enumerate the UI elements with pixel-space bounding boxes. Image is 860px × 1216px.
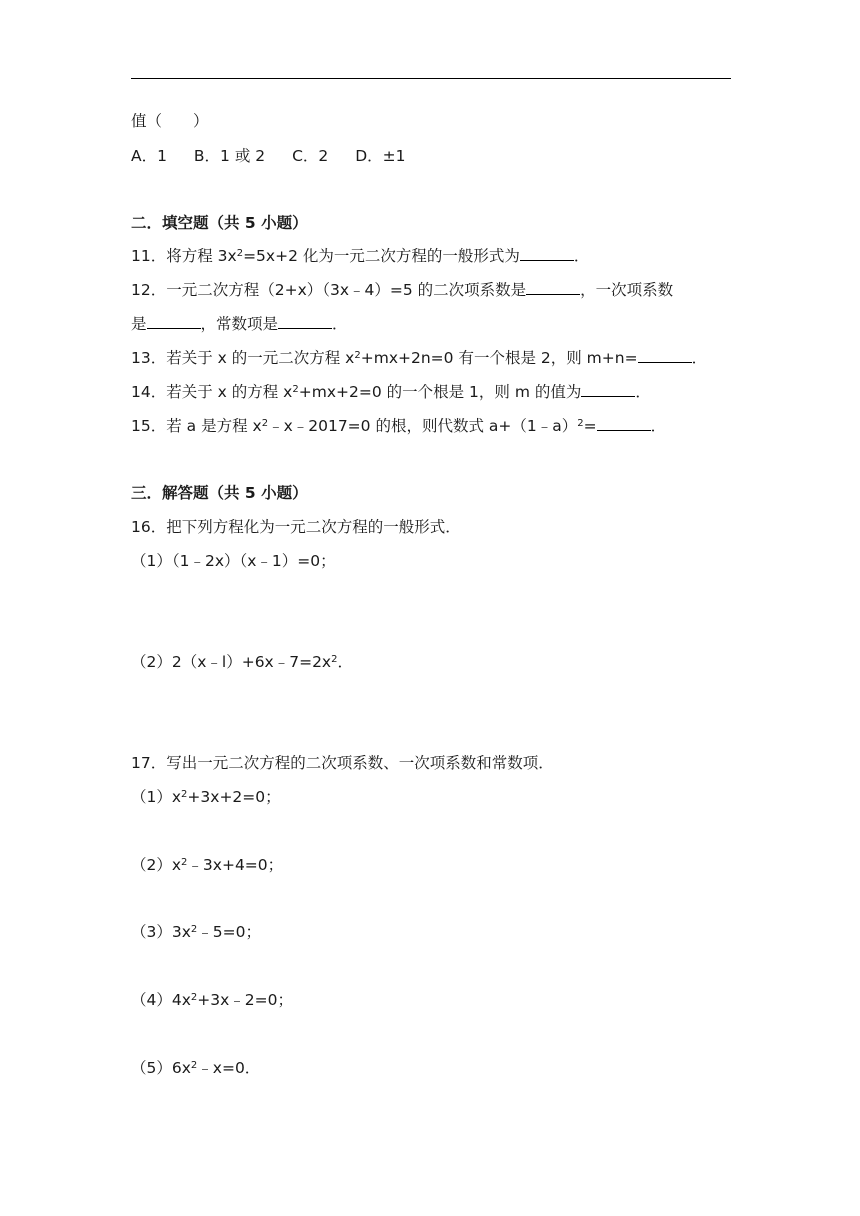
option-d: D．±1 [355, 147, 406, 165]
answer-blank[interactable] [597, 416, 651, 431]
question-12: 12．一元二次方程（2+x）（3x﹣4）=5 的二次项系数是 ，一次项系数 [131, 281, 674, 299]
question-15: 15．若 a 是方程 $x^2﹣x﹣2017=0$ 的根，则代数式 a+（1﹣a）$^2$= ． [131, 417, 667, 435]
answer-blank[interactable] [520, 246, 574, 261]
question-17-part-2: $(2)x^2﹣3x+4=0$； [131, 856, 284, 874]
option-c: C．2 [292, 147, 329, 165]
question-13: 13．若关于 x 的一元二次方程 $x^2+mx+2n=0$ 有一个根是 2，则 m+n= ． [131, 349, 708, 367]
question-16-stem: 16．把下列方程化为一元二次方程的一般形式． [131, 518, 461, 536]
option-b: B．1 或 2 [193, 147, 266, 165]
answer-blank[interactable] [278, 314, 332, 329]
question-17-part-5: $(5)6x^2﹣x=0$． [131, 1059, 261, 1077]
answer-blank[interactable] [526, 280, 580, 295]
q10-tail: 值（ ） [131, 112, 209, 130]
question-14: 14．若关于 x 的方程 $x^2+mx+2=0$ 的一个根是 1，则 m 的值为 ． [131, 383, 651, 401]
answer-blank[interactable] [638, 348, 692, 363]
answer-blank[interactable] [147, 314, 201, 329]
question-17-part-4: $(4)4x^2+3x﹣2=0$； [131, 991, 294, 1009]
section-title-solve: 三．解答题（共 5 小题） [131, 484, 308, 502]
header-rule [131, 78, 731, 79]
question-17-part-1: $(1)x^2+3x+2=0$； [131, 788, 281, 806]
question-12-line2: 是 ，常数项是 ． [131, 315, 348, 333]
question-17-stem: 17．写出一元二次方程的二次项系数、一次项系数和常数项． [131, 754, 554, 772]
answer-blank[interactable] [581, 382, 635, 397]
option-a: A．1 [131, 147, 167, 165]
question-16-part-1: （1）（1﹣2x）（x﹣1）=0； [131, 552, 336, 570]
question-16-part-2: $(2)2(x﹣l)+6x﹣7=2x^2$． [131, 653, 353, 671]
section-title-fill-in: 二．填空题（共 5 小题） [131, 214, 308, 232]
question-17-part-3: $(3)3x^2﹣5=0$； [131, 923, 261, 941]
question-11: 11．将方程 $3x^2=5x+2$ 化为一元二次方程的一般形式为 ． [131, 247, 590, 265]
q10-options [131, 146, 427, 166]
